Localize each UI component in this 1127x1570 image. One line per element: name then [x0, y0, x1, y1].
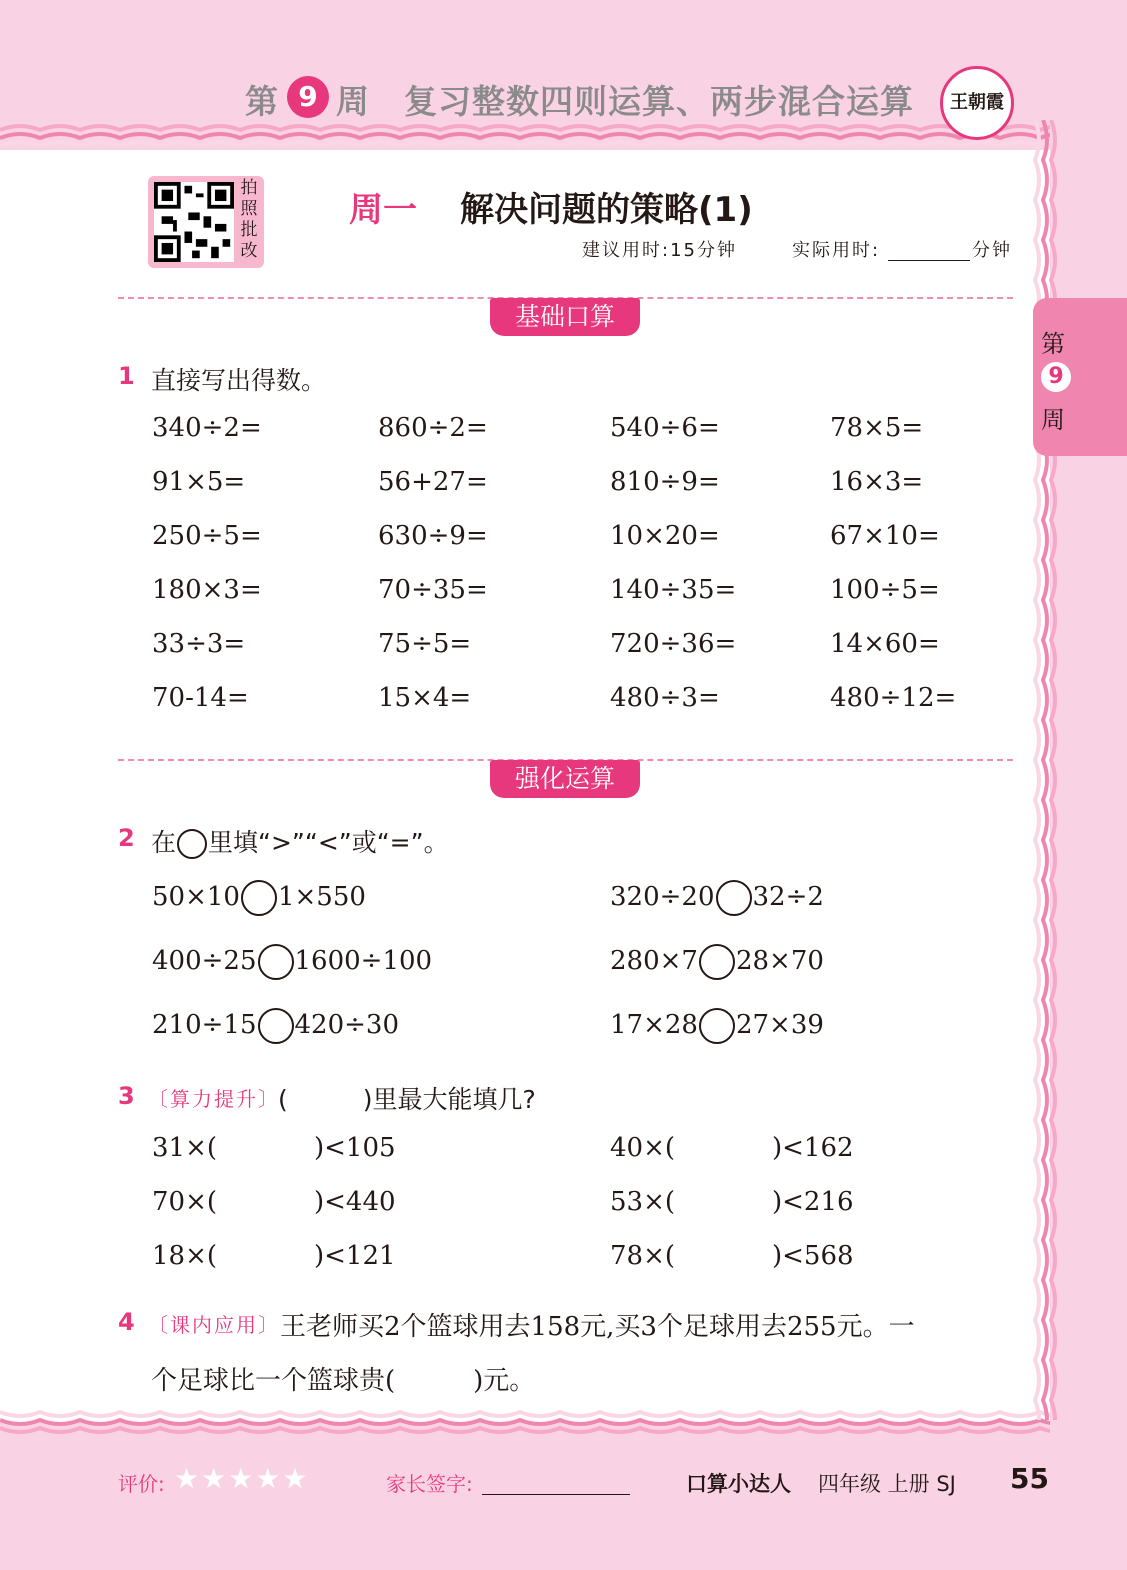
calc-item: 480÷3=	[610, 683, 720, 713]
answer-circle[interactable]	[241, 880, 277, 916]
fill-left: 31×(	[152, 1133, 218, 1163]
fill-left: 40×(	[610, 1133, 676, 1163]
question-number: 2	[118, 824, 135, 852]
question-number: 1	[118, 362, 135, 390]
question-prompt: 直接写出得数。	[151, 366, 327, 395]
question-number: 3	[118, 1082, 135, 1110]
answer-circle[interactable]	[699, 944, 735, 980]
word-problem-line1: 王老师买2个篮球用去158元,买3个足球用去255元。一	[280, 1312, 915, 1342]
book-title: 口算小达人	[686, 1472, 791, 1496]
question-number: 4	[118, 1308, 135, 1336]
calc-item: 340÷2=	[152, 413, 262, 443]
calc-item: 250÷5=	[152, 521, 262, 551]
circle-icon	[177, 829, 207, 859]
compare-right: 28×70	[735, 946, 824, 976]
calc-item: 70-14=	[152, 683, 249, 713]
qr-code-box[interactable]	[148, 176, 264, 268]
grade-label: 四年级 上册 SJ	[818, 1472, 956, 1496]
fill-right: )<440	[314, 1187, 396, 1217]
calc-item: 540÷6=	[610, 413, 720, 443]
qr-label: 拍照批改	[240, 178, 258, 261]
calc-item: 140÷35=	[610, 575, 737, 605]
week-topic: 复习整数四则运算、两步混合运算	[404, 82, 914, 121]
side-tab-prefix: 第	[1041, 330, 1065, 358]
question-tag: 〔算力提升〕	[148, 1087, 280, 1111]
compare-right: 1×550	[277, 882, 366, 912]
author-stamp-logo: 王朝霞	[940, 66, 1014, 140]
compare-item	[152, 880, 366, 916]
parent-sign-label: 家长签字:	[386, 1472, 473, 1496]
compare-left: 210÷15	[152, 1010, 257, 1040]
section-basic-tab: 基础口算	[490, 298, 640, 336]
calc-item: 75÷5=	[378, 629, 472, 659]
calc-item: 16×3=	[830, 467, 924, 497]
compare-right: 1600÷100	[294, 946, 433, 976]
compare-item	[152, 944, 432, 980]
rating-label: 评价:	[118, 1472, 165, 1496]
compare-right: 27×39	[735, 1010, 824, 1040]
answer-circle[interactable]	[699, 1008, 735, 1044]
answer-circle[interactable]	[716, 880, 752, 916]
week-suffix: 周	[336, 82, 370, 121]
compare-left: 320÷20	[610, 882, 715, 912]
lesson-title: 解决问题的策略(1)	[460, 190, 753, 230]
calc-item: 56+27=	[378, 467, 488, 497]
word-problem-line2[interactable]: 个足球比一个篮球贵( )元。	[151, 1366, 536, 1396]
calc-item: 810÷9=	[610, 467, 720, 497]
calc-item: 14×60=	[830, 629, 940, 659]
compare-left: 17×28	[610, 1010, 698, 1040]
calc-item: 10×20=	[610, 521, 720, 551]
compare-item	[610, 880, 824, 916]
side-tab-number: 9	[1041, 362, 1071, 392]
question-tag: 〔课内应用〕	[148, 1313, 280, 1337]
compare-right: 32÷2	[752, 882, 824, 912]
calc-item: 78×5=	[830, 413, 924, 443]
qr-code-icon	[154, 182, 234, 262]
fill-left: 78×(	[610, 1241, 676, 1271]
compare-right: 420÷30	[294, 1010, 399, 1040]
fill-right: )<568	[772, 1241, 854, 1271]
answer-circle[interactable]	[258, 944, 294, 980]
calc-item: 100÷5=	[830, 575, 940, 605]
fill-left: 18×(	[152, 1241, 218, 1271]
calc-item: 860÷2=	[378, 413, 488, 443]
side-tab-suffix: 周	[1041, 406, 1065, 434]
fill-left: 70×(	[152, 1187, 218, 1217]
actual-time-label: 实际用时:	[792, 240, 881, 261]
parent-sign-blank[interactable]	[482, 1494, 630, 1495]
calc-item: 91×5=	[152, 467, 246, 497]
calc-item: 480÷12=	[830, 683, 957, 713]
bottom-wave-border	[0, 1402, 1050, 1442]
question-prompt: ( )里最大能填几?	[278, 1085, 536, 1114]
actual-time-unit: 分钟	[972, 240, 1012, 261]
calc-item: 33÷3=	[152, 629, 246, 659]
week-prefix: 第	[245, 82, 279, 121]
calc-item: 180×3=	[152, 575, 262, 605]
side-week-tab	[1033, 298, 1127, 456]
week-number-badge: 9	[287, 76, 329, 118]
calc-item: 15×4=	[378, 683, 472, 713]
fill-right: )<162	[772, 1133, 854, 1163]
compare-item	[610, 1008, 824, 1044]
fill-left: 53×(	[610, 1187, 676, 1217]
week-header	[245, 76, 279, 123]
question-prompt: 在 里填“>”“<”或“=”。	[151, 828, 449, 857]
section-strengthen-tab: 强化运算	[490, 760, 640, 798]
rating-stars-icon[interactable]: ★★★★★	[174, 1462, 310, 1495]
compare-left: 400÷25	[152, 946, 257, 976]
actual-time-blank[interactable]	[888, 260, 970, 261]
compare-left: 50×10	[152, 882, 240, 912]
fill-right: )<121	[314, 1241, 396, 1271]
page-number: 55	[1010, 1462, 1049, 1495]
compare-item	[610, 944, 824, 980]
calc-item: 67×10=	[830, 521, 940, 551]
top-wave-border	[0, 118, 1050, 158]
calc-item: 720÷36=	[610, 629, 737, 659]
fill-right: )<216	[772, 1187, 854, 1217]
lesson-day: 周一	[349, 190, 417, 230]
suggested-time: 建议用时:15分钟	[582, 240, 737, 261]
compare-left: 280×7	[610, 946, 698, 976]
fill-right: )<105	[314, 1133, 396, 1163]
answer-circle[interactable]	[258, 1008, 294, 1044]
calc-item: 630÷9=	[378, 521, 488, 551]
compare-item	[152, 1008, 399, 1044]
calc-item: 70÷35=	[378, 575, 488, 605]
